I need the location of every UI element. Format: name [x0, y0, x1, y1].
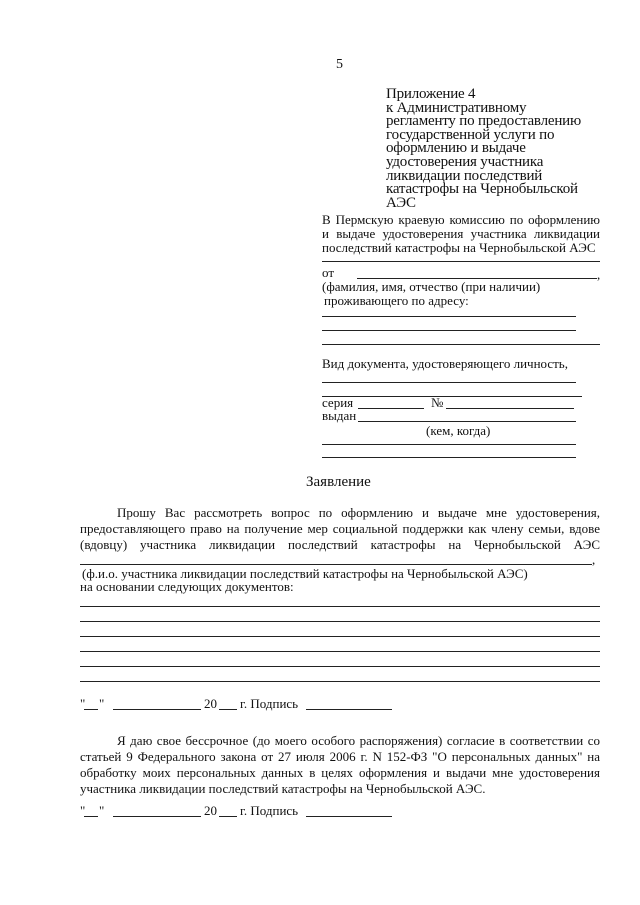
basis-label: на основании следующих документов: [80, 579, 294, 594]
appendix-line: государственной услуги по [386, 126, 555, 143]
signature-field[interactable] [306, 709, 392, 710]
date-quote-close: " [99, 696, 105, 711]
year-field[interactable] [219, 709, 237, 710]
signature-field-2[interactable] [306, 816, 392, 817]
id-document-field[interactable] [322, 382, 576, 383]
fio-hint: (фамилия, имя, отчество (при наличии) [322, 279, 541, 294]
address-field-2[interactable] [322, 330, 576, 331]
series-field[interactable] [358, 408, 424, 409]
month-field-2[interactable] [113, 816, 201, 817]
issued-hint: (кем, когда) [426, 423, 491, 438]
addressee-line: последствий катастрофы на Чернобыльской АЭС [322, 240, 596, 255]
consent-line: статьей 9 Федерального закона от 27 июля 2006 г. N 152-ФЗ "О персональных данных" на [80, 749, 600, 764]
year-prefix: 20 [204, 696, 217, 711]
issued-field-2[interactable] [322, 444, 576, 445]
document-title: Заявление [306, 474, 371, 490]
day-field[interactable] [84, 709, 98, 710]
documents-field-5[interactable] [80, 666, 600, 667]
consent-line: участника ликвидации последствий катастрофы на Чернобыльской АЭС. [80, 781, 486, 796]
addressee-block [322, 213, 600, 255]
day-field-2[interactable] [84, 816, 98, 817]
request-comma: , [592, 552, 596, 567]
addressee-line: и выдаче удостоверения участника ликвидации [322, 226, 600, 241]
participant-name-field[interactable] [80, 564, 592, 565]
addressee-underline[interactable] [322, 261, 600, 262]
month-field[interactable] [113, 709, 201, 710]
appendix-header [386, 88, 581, 210]
number-field[interactable] [446, 408, 574, 409]
documents-field-1[interactable] [80, 606, 600, 607]
appendix-line: Приложение 4 [386, 86, 476, 102]
appendix-line: ликвидации последствий [386, 167, 543, 184]
addressee-line: В Пермскую краевую комиссию по оформлению [322, 212, 600, 227]
appendix-line: АЭС [386, 194, 416, 211]
signature-label: г. Подпись [240, 696, 299, 711]
number-label: № [431, 395, 444, 410]
from-comma: , [597, 267, 601, 282]
year-field-2[interactable] [219, 816, 237, 817]
signature-label-2: г. Подпись [240, 803, 299, 818]
appendix-line: удостоверения участника [386, 153, 544, 170]
documents-field-3[interactable] [80, 636, 600, 637]
id-document-label: Вид документа, удостоверяющего личность, [322, 356, 568, 371]
year-prefix-2: 20 [204, 803, 217, 818]
issued-label: выдан [322, 408, 357, 423]
address-field-3[interactable] [322, 344, 600, 345]
from-label: от [322, 265, 335, 280]
request-paragraph [80, 505, 600, 553]
series-label: серия [322, 395, 354, 410]
address-label: проживающего по адресу: [324, 293, 469, 308]
page-number: 5 [336, 57, 343, 72]
date-quote-open-2: " [80, 803, 86, 818]
request-line: (вдовцу) участника ликвидации последствий катастрофы на Чернобыльской АЭС [80, 537, 600, 552]
date-quote-close-2: " [99, 803, 105, 818]
documents-field-2[interactable] [80, 621, 600, 622]
request-line: предоставляющего право на получение мер социальной поддержки как члену семьи, вдове [80, 521, 600, 536]
id-document-field-2[interactable] [322, 396, 582, 397]
appendix-line: оформлению и выдаче [386, 140, 526, 157]
issued-field[interactable] [358, 421, 576, 422]
documents-field-4[interactable] [80, 651, 600, 652]
issued-field-3[interactable] [322, 457, 576, 458]
consent-line: обработку моих персональных данных в целях оформления и выдачи мне удостоверения [80, 765, 600, 780]
request-line: Прошу Вас рассмотреть вопрос по оформлению и выдаче мне удостоверения, [117, 505, 600, 520]
appendix-line: регламенту по предоставлению [386, 113, 581, 130]
participant-hint: (ф.и.о. участника ликвидации последствий катастрофы на Чернобыльской АЭС) [82, 566, 528, 581]
consent-paragraph [80, 733, 600, 797]
appendix-line: к Административному [386, 99, 527, 116]
address-field-1[interactable] [322, 316, 576, 317]
consent-line: Я даю свое бессрочное (до моего особого распоряжения) согласие в соответствии со [117, 733, 600, 748]
appendix-line: катастрофы на Чернобыльской [386, 181, 578, 198]
documents-field-6[interactable] [80, 681, 600, 682]
date-quote-open: " [80, 696, 86, 711]
